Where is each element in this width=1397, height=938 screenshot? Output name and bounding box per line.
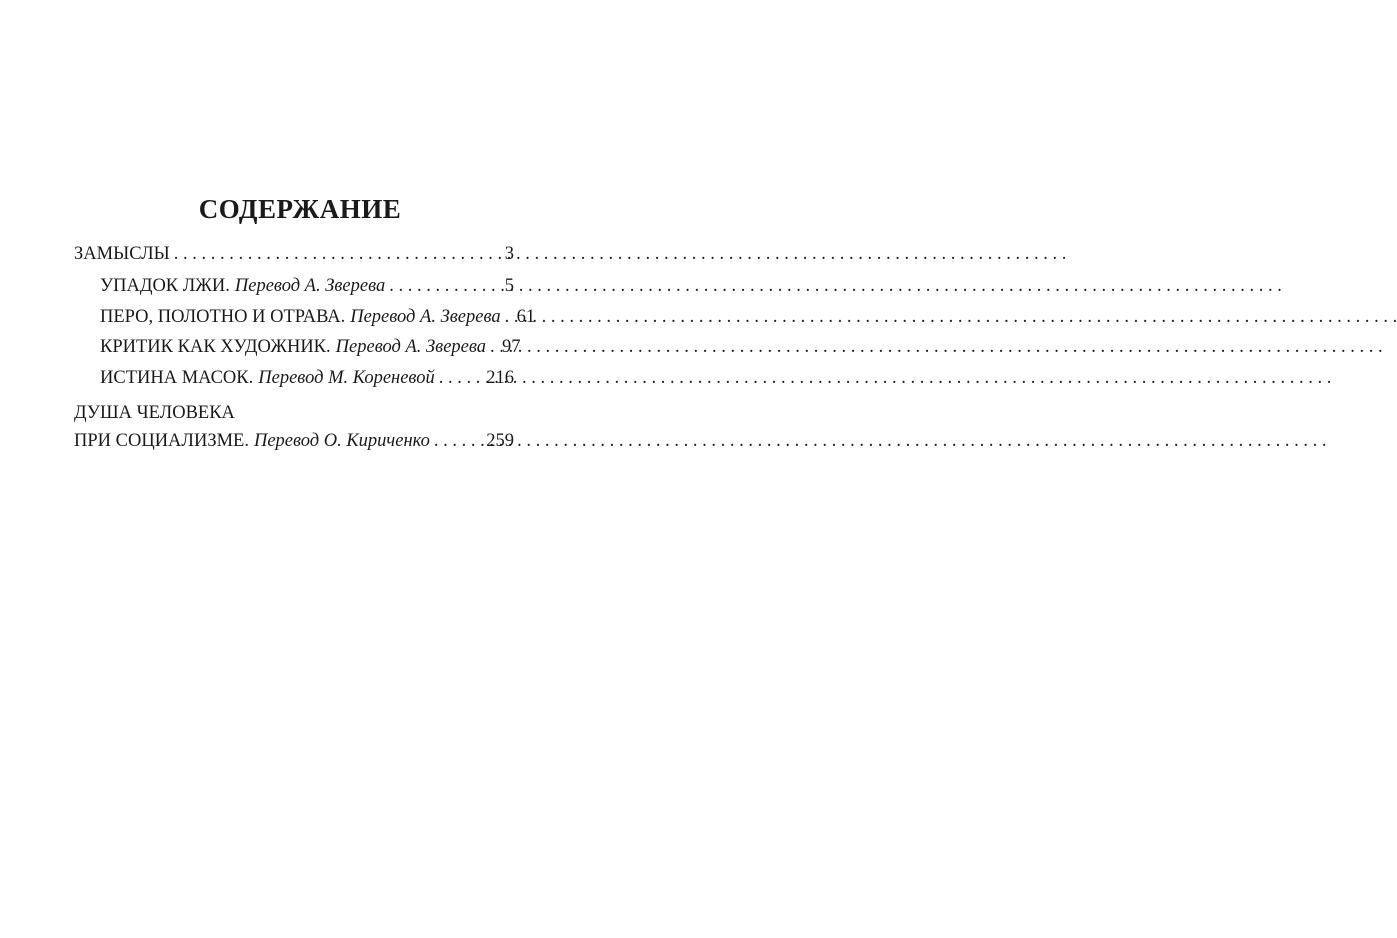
toc-entry-title: ДУША ЧЕЛОВЕКА <box>74 403 235 423</box>
toc-entry-section-2-line-1[interactable] <box>74 399 514 427</box>
toc-leader-dots <box>389 271 502 302</box>
toc-entry-section-2-line-2[interactable] <box>74 427 514 455</box>
toc-entry-title: ИСТИНА МАСОК. <box>100 367 254 388</box>
toc-entry-item-1[interactable] <box>74 271 514 302</box>
toc-entry-translator: Перевод М. Кореневой <box>258 367 435 388</box>
toc-entry-title: КРИТИК КАК ХУДОЖНИК. <box>100 337 331 357</box>
toc-entry-title: ПРИ СОЦИАЛИЗМЕ. <box>74 431 249 451</box>
book-page <box>0 0 600 938</box>
toc-entry-page: 61 <box>516 306 536 327</box>
page-title: СОДЕРЖАНИЕ <box>198 194 402 224</box>
toc-entry-translator: Перевод О. Кириченко <box>253 431 430 451</box>
toc-entry-page: 259 <box>486 431 514 451</box>
toc-entry-page: 97 <box>502 337 521 357</box>
table-of-contents <box>74 238 536 455</box>
toc-entry-item-2[interactable] <box>74 302 536 333</box>
toc-entry-section-1[interactable] <box>74 238 514 271</box>
toc-entry-page: 216 <box>486 367 514 388</box>
toc-entry-page: 3 <box>504 244 514 264</box>
toc-leader-dots <box>439 363 485 394</box>
toc-entry-title: УПАДОК ЛЖИ. <box>100 276 230 296</box>
toc-entry-translator: Перевод А. Зверева <box>350 306 501 327</box>
toc-leader-dots <box>174 238 503 271</box>
toc-leader-dots <box>434 427 484 455</box>
toc-entry-translator: Перевод А. Зверева <box>234 276 386 296</box>
toc-entry-translator: Перевод А. Зверева <box>335 337 487 357</box>
toc-entry-item-4[interactable] <box>74 363 514 394</box>
toc-leader-dots <box>505 302 515 333</box>
toc-entry-title: ЗАМЫСЛЫ <box>74 244 170 264</box>
toc-entry-item-3[interactable] <box>74 332 521 363</box>
toc-leader-dots <box>490 332 500 363</box>
toc-entry-page: 5 <box>504 276 514 296</box>
toc-entry-title: ПЕРО, ПОЛОТНО И ОТРАВА. <box>100 306 346 327</box>
